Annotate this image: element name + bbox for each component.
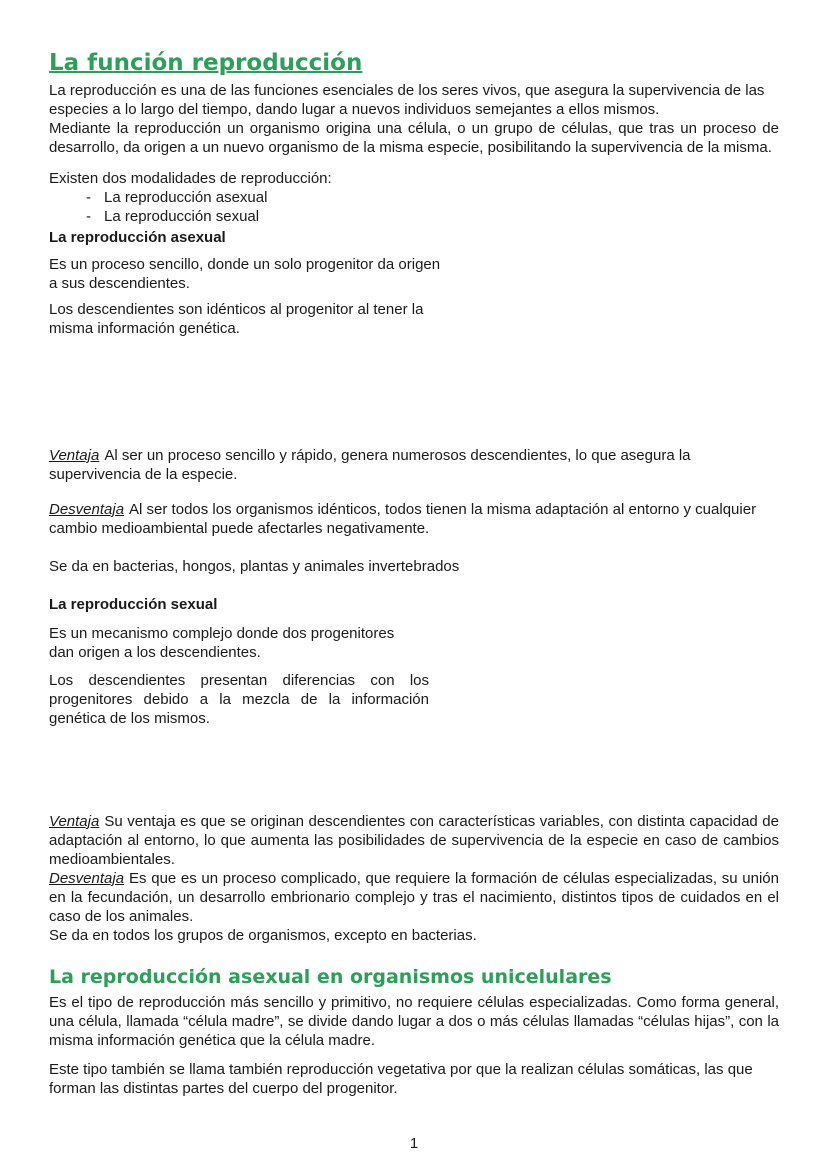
unicellular-paragraph-2: Este tipo también se llama también reproducción vegetativa por que la realizan células somáticas, las que forman las distintas partes del cuerpo del progenitor. [49,1061,753,1097]
advantage-text: Al ser un proceso sencillo y rápido, genera numerosos descendientes, lo que asegura la supervivencia de la especie. [49,447,691,483]
asexual-heading: La reproducción asexual [49,229,226,246]
disadvantage-label: Desventaja [49,870,125,887]
document-title: La función reproducción [49,50,363,76]
sexual-image-placeholder [49,728,779,812]
list-item-text: La reproducción asexual [104,189,268,206]
sexual-disadvantage [49,869,779,926]
list-item-text: La reproducción sexual [104,208,260,225]
sexual-occurrence: Se da en todos los grupos de organismos, excepto en bacterias. [49,927,477,944]
list-item-asexual [49,188,779,207]
sexual-paragraph-1: Es un mecanismo complejo donde dos progenitores dan origen a los descendientes. [49,625,395,661]
asexual-image-placeholder [49,338,779,446]
bullet-dash: - [86,189,91,206]
unicellular-heading: La reproducción asexual en organismos unicelulares [49,966,612,988]
advantage-text: Su ventaja es que se originan descendientes con características variables, con distinta capacidad de adaptación al entorno, lo que aumenta las posibilidades de supervivencia de la especie en caso de cambios medioambientales. [49,813,779,868]
list-item-sexual [49,207,779,226]
sexual-heading: La reproducción sexual [49,596,218,613]
advantage-label: Ventaja [49,813,100,830]
advantage-label: Ventaja [49,447,100,464]
page-number: 1 [409,1135,419,1152]
unicellular-paragraph-1: Es el tipo de reproducción más sencillo y primitivo, no requiere células especializadas. Como forma general, una célula, llamada “célula madre”, se divide dando lugar a dos o más células llamadas “células hijas”, con la misma información genética que la célula madre. [49,994,779,1049]
bullet-dash: - [86,208,91,225]
intro-paragraph-1: La reproducción es una de las funciones esenciales de los seres vivos, que asegura la supervivencia de las especies a lo largo del tiempo, dando lugar a nuevos individuos semejantes a ellos mismos. [49,82,765,118]
disadvantage-text: Es que es un proceso complicado, que requiere la formación de células especializadas, su unión en la fecundación, un desarrollo embrionario complejo y tras el nacimiento, distintos tipos de cuidados en el caso de los animales. [49,870,779,925]
asexual-paragraph-1: Es un proceso sencillo, donde un solo progenitor da origen a sus descendientes. [49,256,441,292]
disadvantage-text: Al ser todos los organismos idénticos, todos tienen la misma adaptación al entorno y cualquier cambio medioambiental puede afectarles negativamente. [49,501,757,537]
modalities-list [49,188,779,226]
intro-paragraph-2: Mediante la reproducción un organismo origina una célula, o un grupo de células, que tras un proceso de desarrollo, da origen a un nuevo organismo de la misma especie, posibilitando la supervivencia de la misma. [49,120,779,156]
asexual-disadvantage [49,500,779,538]
asexual-advantage [49,446,779,484]
disadvantage-label: Desventaja [49,501,125,518]
sexual-paragraph-2: Los descendientes presentan diferencias con los progenitores debido a la mezcla de la información genética de los mismos. [49,672,429,727]
asexual-occurrence: Se da en bacterias, hongos, plantas y animales invertebrados [49,558,460,575]
sexual-advantage [49,812,779,869]
modalities-intro: Existen dos modalidades de reproducción: [49,170,332,187]
asexual-paragraph-2: Los descendientes son idénticos al progenitor al tener la misma información genética. [49,301,424,337]
